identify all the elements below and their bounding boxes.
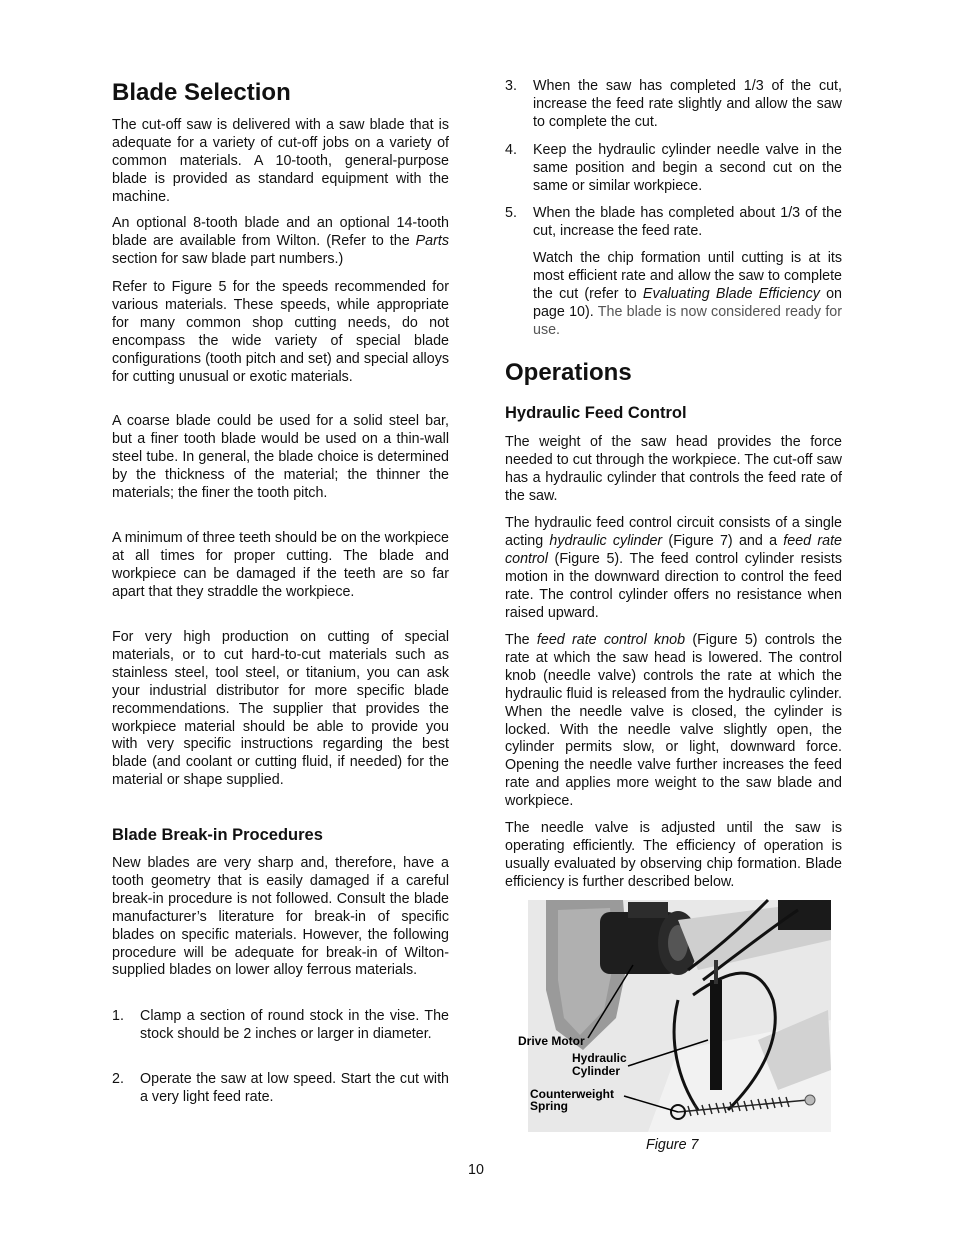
paragraph: An optional 8-tooth blade and an optional 14-tooth blade are available from Wilton. (Refer to the Parts section for saw blade part numbers.) — [112, 215, 449, 267]
saw-photo — [518, 900, 831, 1132]
break-in-heading: Blade Break-in Procedures — [112, 826, 323, 844]
paragraph: A coarse blade could be used for a solid steel bar, but a finer tooth blade would be used on a thin-wall steel tube. In general, the blade choice is determined by the thickness of the material; the thinner the materials; the finer the tooth pitch. — [112, 413, 449, 501]
paragraph: The feed rate control knob (Figure 5) controls the rate at which the saw head is lowered. The control knob (needle valve) controls the rate at which the hydraulic fluid is released from the hydraulic cylinder. When the needle valve is closed, the cylinder is locked. With the needle valve slightly open, the cylinder permits slow, or light, downward force. Opening the needle valve further increases the feed rate and applies more weight to the saw blade and workpiece. — [505, 632, 843, 810]
figure-label-spring: Spring — [530, 1099, 568, 1113]
paragraph: New blades are very sharp and, therefore, have a tooth geometry that is easily damaged if a careful break-in procedure is not followed. Consult the blade manufacturer’s literature for break-in of specific blades on specific materials. However, the following procedure will be adequate for break-in of Wilton-supplied blades on lower alloy ferrous materials. — [112, 855, 449, 979]
figure-label-counterweight: Counterweight — [530, 1087, 614, 1101]
paragraph: For very high production on cutting of special materials, or to cut hard-to-cut materials such as stainless steel, tool steel, or titanium, you can ask your industrial distributor for more specific blade recommendations. The supplier that provides the workpiece material should be able to provide you with very specific instructions regarding the best blade (and coolant or cutting fluid, if needed) for the material or shape supplied. — [112, 629, 449, 789]
paragraph: The weight of the saw head provides the force needed to cut through the workpiece. The cut-off saw has a hydraulic cylinder that controls the feed rate of the saw. — [505, 434, 842, 504]
paragraph: The hydraulic feed control circuit consists of a single acting hydraulic cylinder (Figure 7) and a feed rate control (Figure 5). The feed control cylinder resists motion in the downward direction to control the feed rate. The control cylinder offers no resistance when raised upward. — [505, 515, 843, 621]
figure-label-cylinder: Cylinder — [572, 1064, 621, 1078]
paragraph: The cut-off saw is delivered with a saw blade that is adequate for a variety of cut-off jobs on a variety of common materials. A 10-tooth, general-purpose blade is provided as standard equipment with the machine. — [112, 117, 449, 205]
figure-label-drive-motor: Drive Motor — [518, 1034, 585, 1048]
hydraulic-feed-control-heading: Hydraulic Feed Control — [505, 404, 687, 422]
paragraph: Watch the chip formation until cutting is at its most efficient rate and allow the saw to complete the cut (refer to Evaluating Blade Efficiency on page 10). The blade is now considered ready for use. — [533, 250, 842, 338]
paragraph: A minimum of three teeth should be on the workpiece at all times for proper cutting. The blade and workpiece can be damaged if the teeth are so far apart that they straddle the workpiece. — [112, 530, 449, 600]
operations-heading: Operations — [505, 359, 632, 386]
blade-selection-heading: Blade Selection — [112, 79, 291, 106]
paragraph: The needle valve is adjusted until the saw is operating efficiently. The efficiency of operation is usually evaluated by observing chip formation. Blade efficiency is further described below. — [505, 820, 842, 890]
paragraph: Refer to Figure 5 for the speeds recommended for various materials. These speeds, while appropriate for many common shop cutting needs, do not encompass the wide variety of special blade configurations (tooth pitch and set) and special alloys for cutting unusual or exotic materials. — [112, 279, 449, 385]
figure-label-hydraulic: Hydraulic — [572, 1051, 627, 1065]
figure-caption: Figure 7 — [646, 1137, 699, 1153]
page-number: 10 — [468, 1162, 484, 1178]
